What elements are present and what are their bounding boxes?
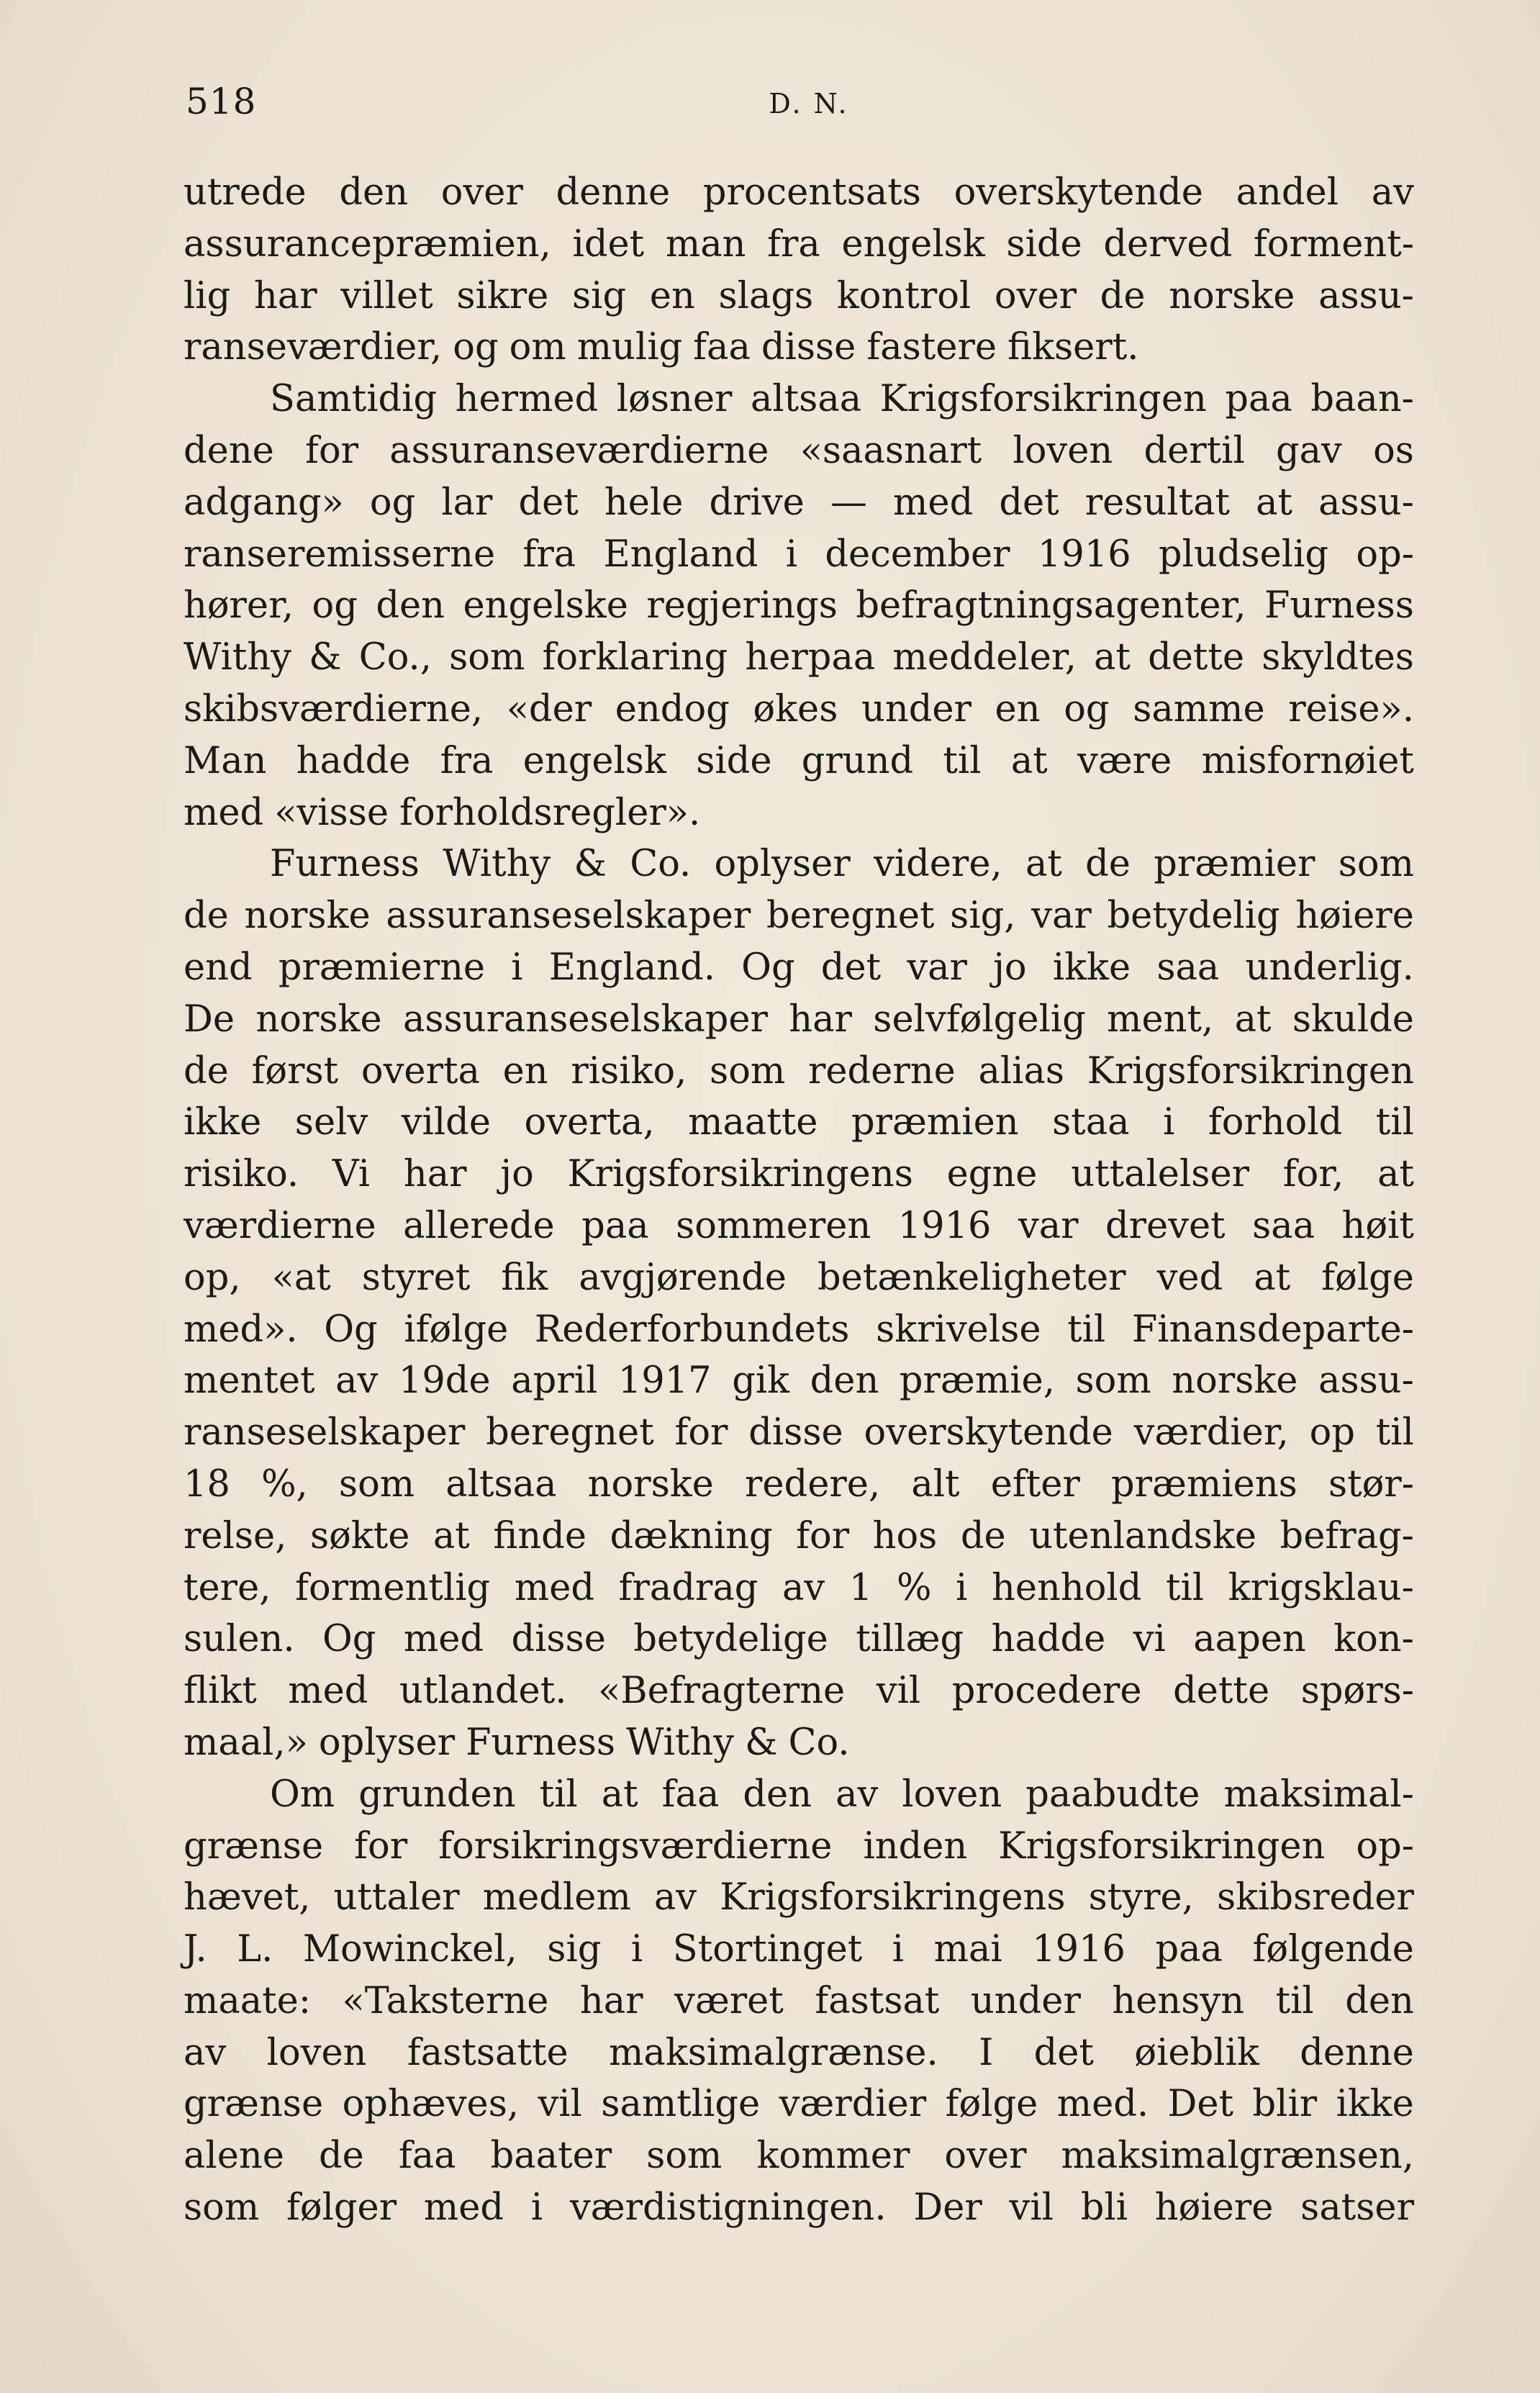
text-line: skibsværdierne, «der endog økes under en og samme reise». <box>184 687 1414 730</box>
text-line: Om grunden til at faa den av loven paabudte maksimal- <box>270 1773 1414 1816</box>
text-line: De norske assuranseselskaper har selvfølgelig ment, at skulde <box>184 998 1414 1041</box>
text-line: de norske assuranseselskaper beregnet sig, var betydelig høiere <box>184 895 1414 938</box>
text-line: de først overta en risiko, som rederne alias Krigsforsikringen <box>184 1049 1414 1093</box>
text-line: grænse for forsikringsværdierne inden Krigsforsikringen op- <box>184 1824 1414 1868</box>
text-line: ranseselskaper beregnet for disse overskytende værdier, op til <box>184 1411 1414 1455</box>
text-line: adgang» og lar det hele drive — med det resultat at assu- <box>184 481 1414 524</box>
text-line: mentet av 19de april 1917 gik den præmie, som norske assu- <box>184 1360 1414 1403</box>
text-line: op, «at styret fik avgjørende betænkeligheter ved at følge <box>184 1256 1414 1299</box>
text-line: som følger med i værdistigningen. Der vil bli høiere satser <box>184 2186 1414 2230</box>
text-line: Withy & Co., som forklaring herpaa meddeler, at dette skyldtes <box>184 636 1414 679</box>
page-number: 518 <box>186 81 257 122</box>
text-line: flikt med utlandet. «Befragterne vil procedere dette spørs- <box>184 1670 1414 1713</box>
text-line: hævet, uttaler medlem av Krigsforsikringens styre, skibsreder <box>184 1876 1414 1919</box>
text-line: Furness Withy & Co. oplyser videre, at de præmier som <box>270 843 1414 886</box>
text-line: lig har villet sikre sig en slags kontrol over de norske assu- <box>184 274 1414 317</box>
text-line: relse, søkte at finde dækning for hos de utenlandske befrag- <box>184 1514 1414 1557</box>
text-line: grænse ophæves, vil samtlige værdier følge med. Det blir ikke <box>184 2083 1414 2126</box>
running-head: D. N. <box>769 88 849 119</box>
text-line: med». Og ifølge Rederforbundets skrivelse til Finansdeparte- <box>184 1308 1414 1351</box>
text-line: maate: «Taksterne har været fastsat under hensyn til den <box>184 1979 1414 2022</box>
body-text <box>184 167 1414 2234</box>
text-line: J. L. Mowinckel, sig i Stortinget i mai 1916 paa følgende <box>184 1928 1414 1971</box>
text-line: ranseremisserne fra England i december 1916 pludselig op- <box>184 533 1414 576</box>
text-line: end præmierne i England. Og det var jo ikke saa underlig. <box>184 946 1414 989</box>
text-line: maal,» oplyser Furness Withy & Co. <box>184 1721 850 1764</box>
text-line: ranseværdier, og om mulig faa disse fastere fiksert. <box>184 326 1139 369</box>
text-line: utrede den over denne procentsats overskytende andel av <box>184 171 1414 214</box>
text-line: Samtidig hermed løsner altsaa Krigsforsikringen paa baan- <box>270 378 1414 421</box>
text-line: risiko. Vi har jo Krigsforsikringens egne uttalelser for, at <box>184 1153 1414 1196</box>
page-header <box>186 81 1403 138</box>
text-line: alene de faa baater som kommer over maksimalgrænsen, <box>184 2135 1414 2178</box>
text-line: med «visse forholdsregler». <box>184 791 701 834</box>
text-line: Man hadde fra engelsk side grund til at være misfornøiet <box>184 739 1414 782</box>
text-line: tere, formentlig med fradrag av 1 % i henhold til krigsklau- <box>184 1566 1414 1609</box>
text-line: sulen. Og med disse betydelige tillæg hadde vi aapen kon- <box>184 1618 1414 1661</box>
text-line: av loven fastsatte maksimalgrænse. I det øieblik denne <box>184 2031 1414 2074</box>
text-line: værdierne allerede paa sommeren 1916 var drevet saa høit <box>184 1204 1414 1247</box>
text-line: ikke selv vilde overta, maatte præmien staa i forhold til <box>184 1101 1414 1144</box>
text-line: assurancepræmien, idet man fra engelsk side derved forment- <box>184 222 1414 266</box>
text-line: 18 %, som altsaa norske redere, alt efter præmiens stør- <box>184 1462 1414 1506</box>
text-line: hører, og den engelske regjerings befragtningsagenter, Furness <box>184 584 1414 628</box>
text-line: dene for assuranseværdierne «saasnart loven dertil gav os <box>184 429 1414 472</box>
